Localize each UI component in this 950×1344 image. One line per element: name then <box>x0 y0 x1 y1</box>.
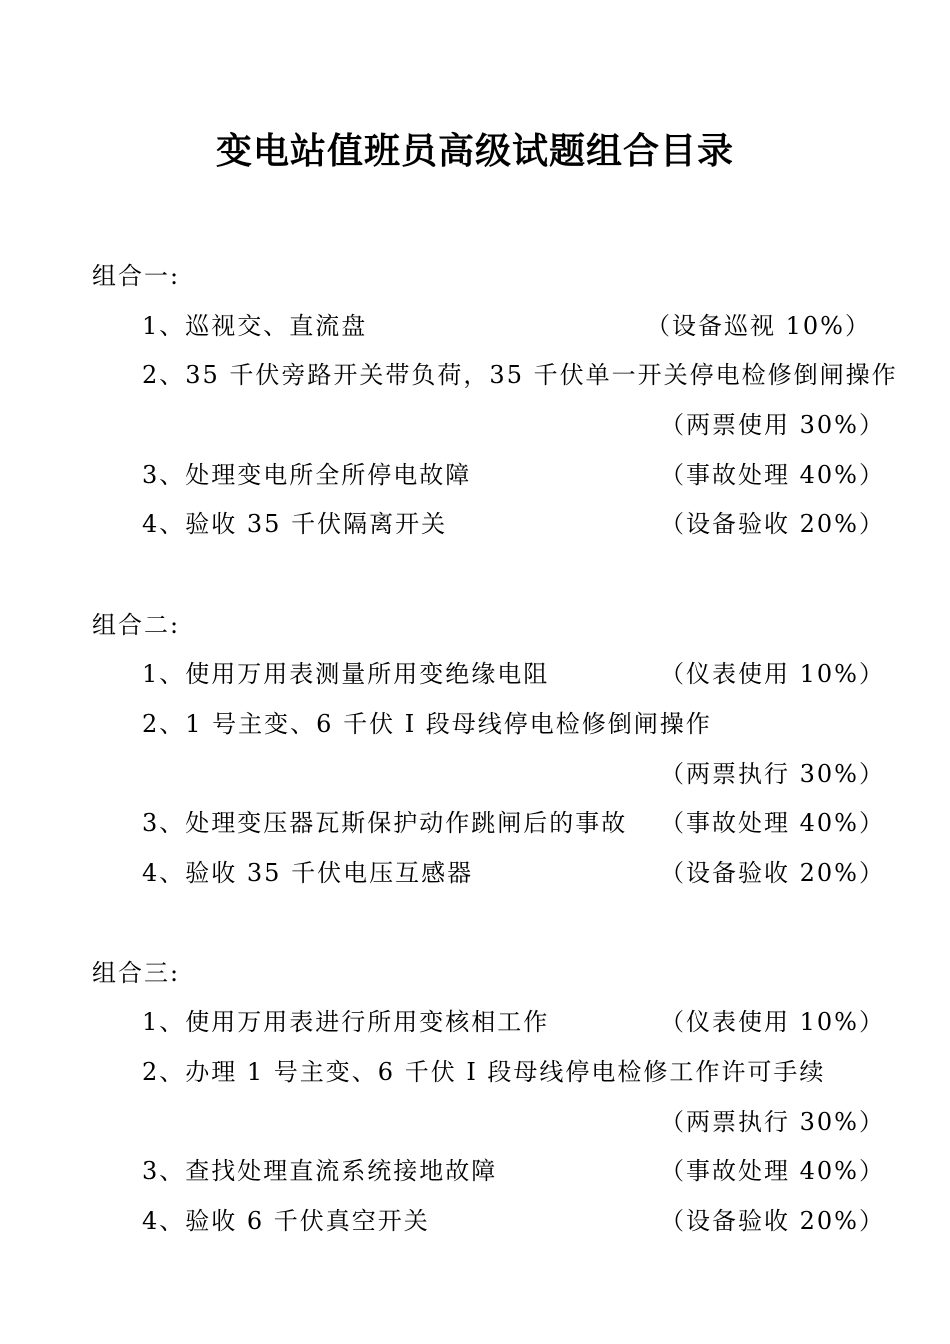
item-weight: （事故处理 40%） <box>660 461 885 489</box>
item-weight: （两票执行 30%） <box>660 1108 885 1136</box>
item-text: 2、1 号主变、6 千伏 I 段母线停电检修倒闸操作 <box>142 710 712 738</box>
item-weight: （仪表使用 10%） <box>660 660 885 688</box>
item-weight: （两票执行 30%） <box>660 760 885 788</box>
item-weight: （事故处理 40%） <box>660 1157 885 1185</box>
item-weight: （设备验收 20%） <box>660 1207 885 1235</box>
item-weight: （两票使用 30%） <box>660 411 885 439</box>
item-weight: （设备验收 20%） <box>660 510 885 538</box>
group-label: 组合二: <box>92 611 181 639</box>
item-text: 1、使用万用表进行所用变核相工作 <box>142 1008 550 1036</box>
item-weight: （设备巡视 10%） <box>646 312 871 340</box>
item-text: 4、验收 35 千伏隔离开关 <box>142 510 448 538</box>
item-text: 1、使用万用表测量所用变绝缘电阻 <box>142 660 550 688</box>
item-text: 3、处理变电所全所停电故障 <box>142 461 472 489</box>
item-weight: （设备验收 20%） <box>660 859 885 887</box>
item-weight: （仪表使用 10%） <box>660 1008 885 1036</box>
item-text: 3、处理变压器瓦斯保护动作跳闸后的事故 <box>142 809 628 837</box>
item-text: 1、巡视交、直流盘 <box>142 312 368 340</box>
group-label: 组合一: <box>92 262 181 290</box>
item-text: 2、办理 1 号主变、6 千伏 I 段母线停电检修工作许可手续 <box>142 1058 826 1086</box>
item-text: 2、35 千伏旁路开关带负荷，35 千伏单一开关停电检修倒闸操作 <box>142 361 898 389</box>
item-text: 3、查找处理直流系统接地故障 <box>142 1157 498 1185</box>
item-weight: （事故处理 40%） <box>660 809 885 837</box>
item-text: 4、验收 35 千伏电压互感器 <box>142 859 474 887</box>
item-text: 4、验收 6 千伏真空开关 <box>142 1207 430 1235</box>
document-title: 变电站值班员高级试题组合目录 <box>215 130 734 172</box>
group-label: 组合三: <box>92 959 181 987</box>
